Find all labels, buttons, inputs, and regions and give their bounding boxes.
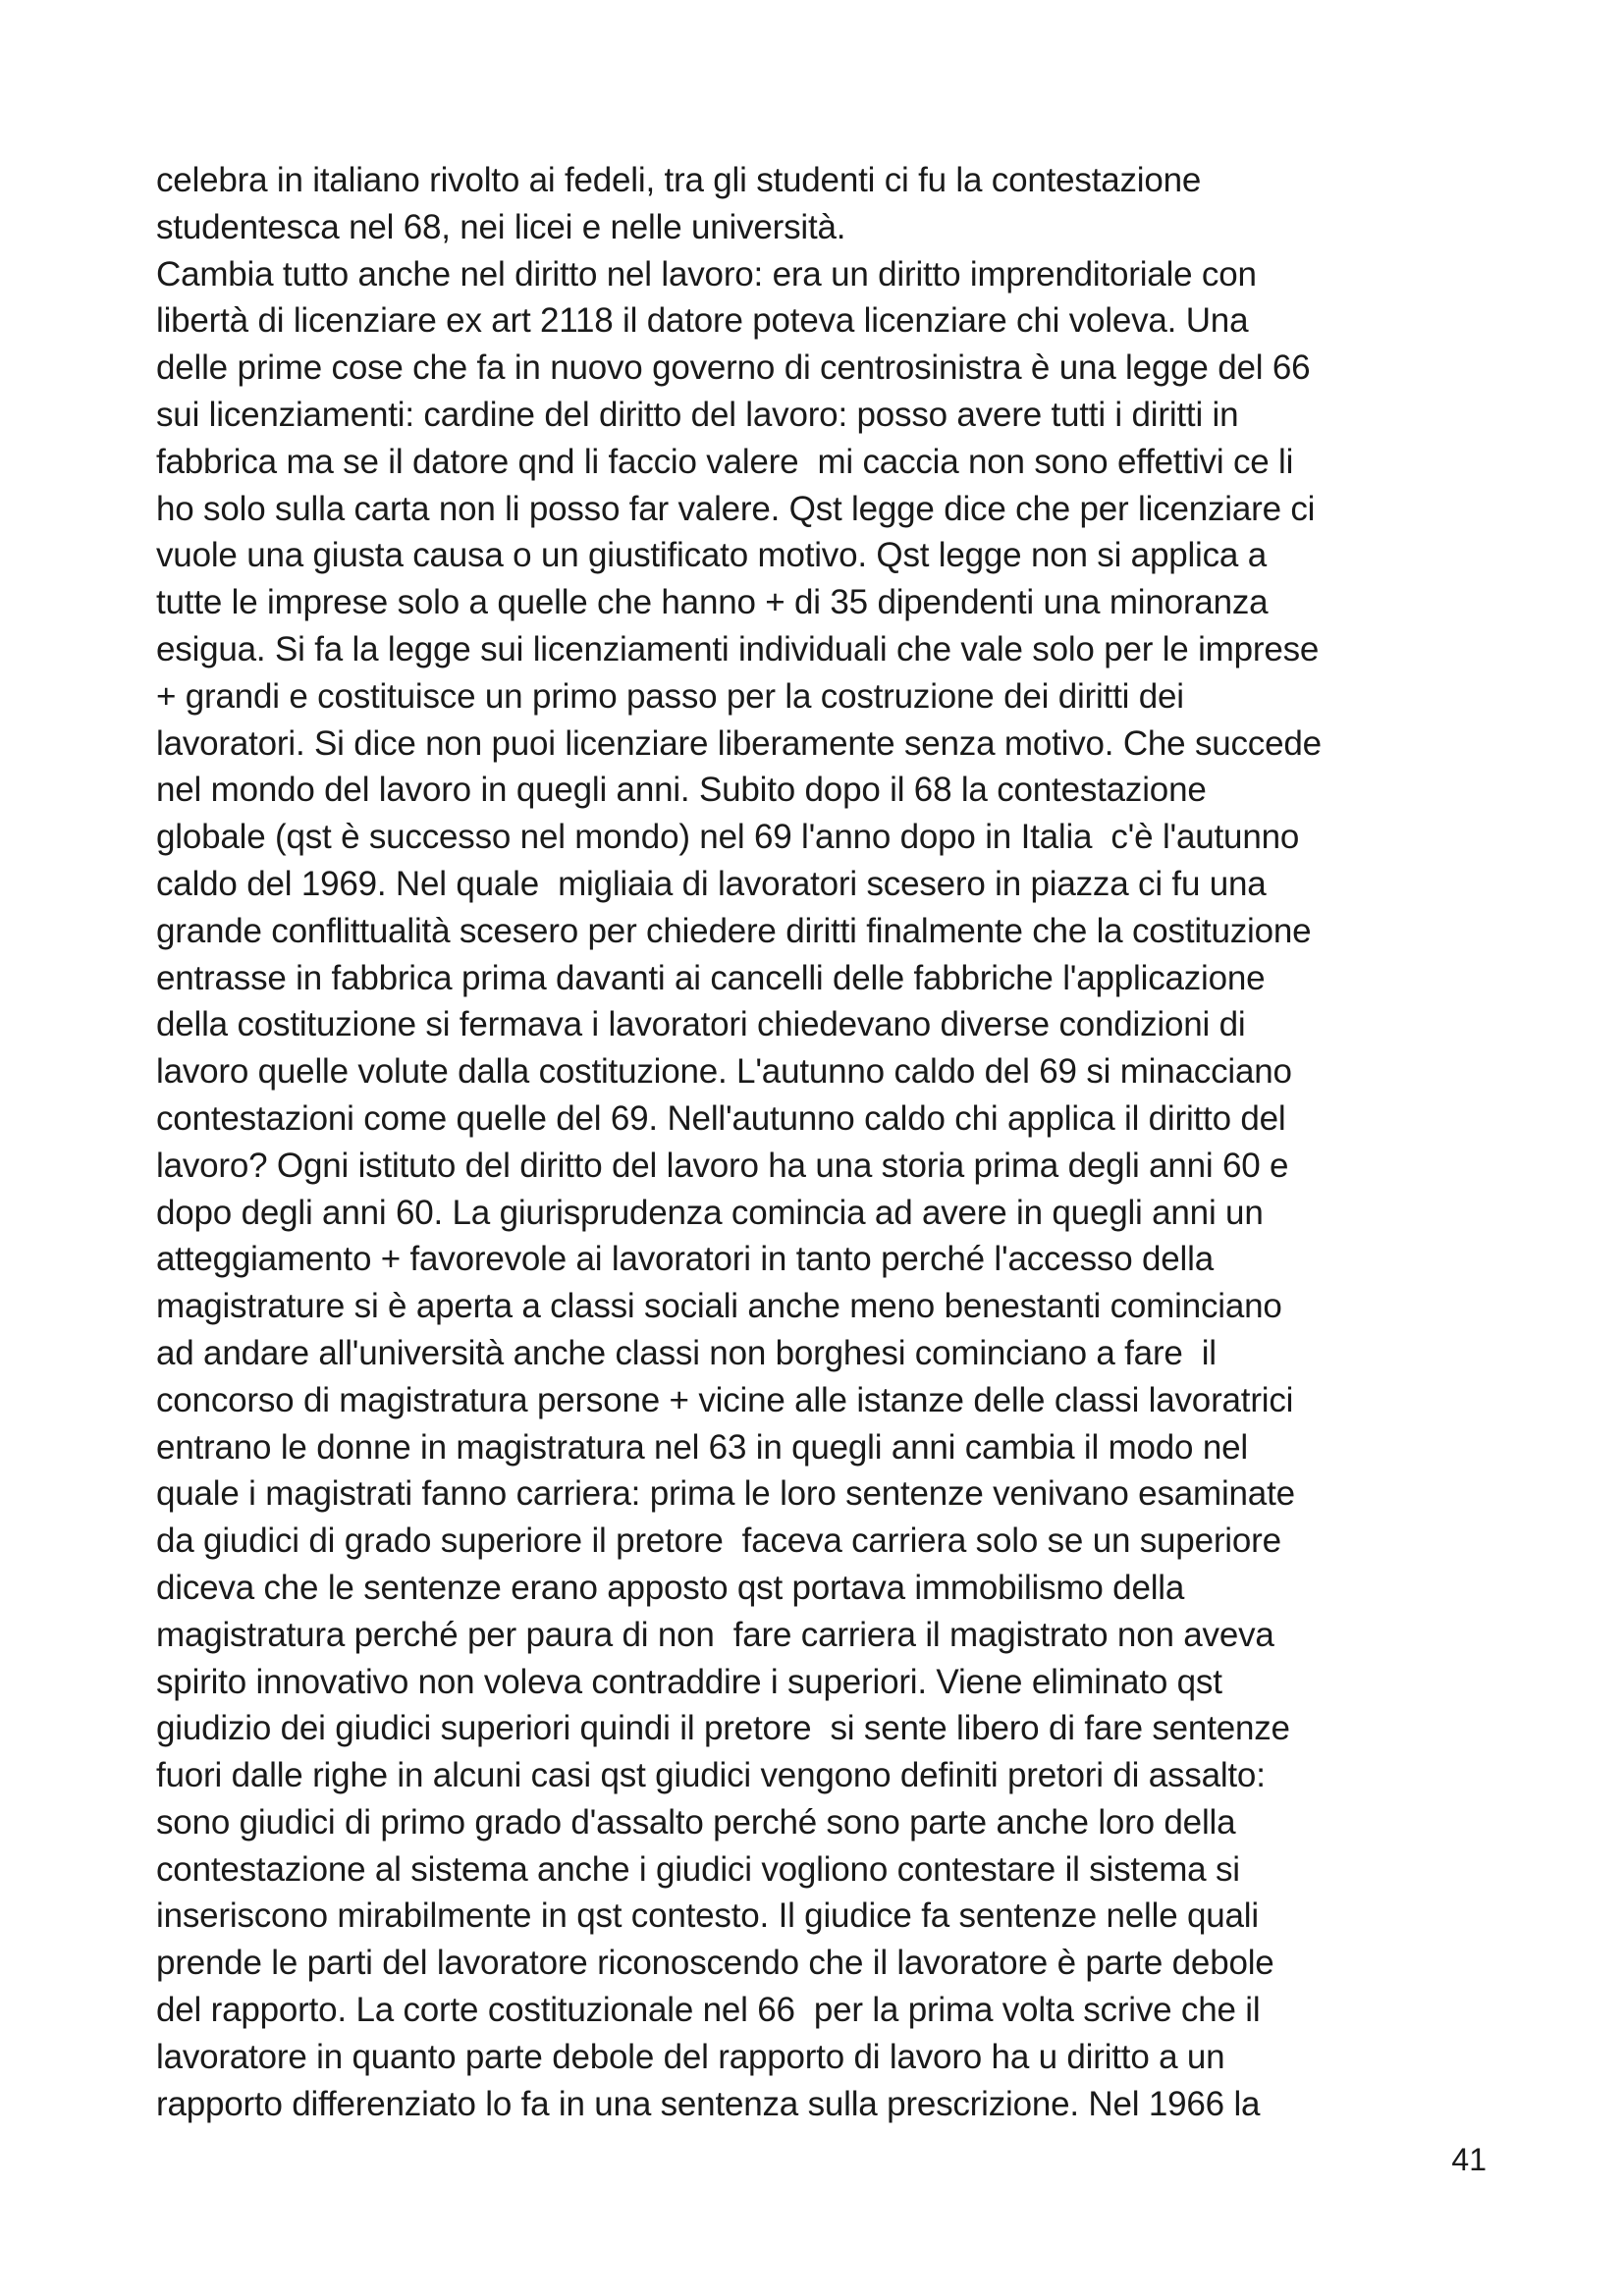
text-line: fabbrica ma se il datore qnd li faccio valere mi caccia non sono effettivi ce li (156, 442, 1294, 481)
text-line: nel mondo del lavoro in quegli anni. Subito dopo il 68 la contestazione (156, 771, 1207, 810)
text-line: diceva che le sentenze erano apposto qst portava immobilismo della (156, 1568, 1185, 1607)
text-line: libertà di licenziare ex art 2118 il datore poteva licenziare chi voleva. Una (156, 301, 1249, 341)
text-line: esigua. Si fa la legge sui licenziamenti individuali che vale solo per le imprese (156, 629, 1320, 668)
text-line: da giudici di grado superiore il pretore faceva carriera solo se un superiore (156, 1522, 1281, 1561)
text-line: entrasse in fabbrica prima davanti ai cancelli delle fabbriche l'applicazione (156, 958, 1266, 997)
text-line: caldo del 1969. Nel quale migliaia di lavoratori scesero in piazza ci fu una (156, 864, 1267, 903)
text-line: inseriscono mirabilmente in qst contesto. Il giudice fa sentenze nelle quali (156, 1896, 1259, 1936)
text-line: tutte le imprese solo a quelle che hanno + di 35 dipendenti una minoranza (156, 583, 1269, 622)
text-line: sui licenziamenti: cardine del diritto del lavoro: posso avere tutti i diritti in (156, 395, 1239, 434)
text-line: + grandi e costituisce un primo passo per la costruzione dei diritti dei (156, 676, 1184, 716)
text-line: sono giudici di primo grado d'assalto perché sono parte anche loro della (156, 1802, 1236, 1842)
text-line: del rapporto. La corte costituzionale nel 66 per la prima volta scrive che il (156, 1991, 1261, 2030)
text-line: entrano le donne in magistratura nel 63 in quegli anni cambia il modo nel (156, 1427, 1248, 1467)
text-line: giudizio dei giudici superiori quindi il pretore si sente libero di fare sentenze (156, 1709, 1290, 1748)
text-line: spirito innovativo non voleva contraddire i superiori. Viene eliminato qst (156, 1662, 1222, 1701)
text-line: lavoratori. Si dice non puoi licenziare liberamente senza motivo. Che succede (156, 723, 1322, 763)
text-line: contestazioni come quelle del 69. Nell'autunno caldo chi applica il diritto del (156, 1098, 1286, 1138)
text-line: magistrature si è aperta a classi sociali anche meno benestanti cominciano (156, 1287, 1282, 1326)
text-line: della costituzione si fermava i lavoratori chiedevano diverse condizioni di (156, 1005, 1246, 1044)
text-line: rapporto differenziato lo fa in una sentenza sulla prescrizione. Nel 1966 la (156, 2084, 1261, 2123)
text-line: dopo degli anni 60. La giurisprudenza comincia ad avere in quegli anni un (156, 1193, 1264, 1232)
text-line: fuori dalle righe in alcuni casi qst giudici vengono definiti pretori di assalto: (156, 1756, 1266, 1795)
text-line: lavoro quelle volute dalla costituzione. L'autunno caldo del 69 si minacciano (156, 1052, 1292, 1092)
page-number: 41 (1451, 2142, 1487, 2177)
text-line: grande conflittualità scesero per chiedere diritti finalmente che la costituzione (156, 911, 1312, 950)
text-line: lavoro? Ogni istituto del diritto del lavoro ha una storia prima degli anni 60 e (156, 1146, 1289, 1185)
text-line: globale (qst è successo nel mondo) nel 69 l'anno dopo in Italia c'è l'autunno (156, 818, 1300, 857)
text-line: Cambia tutto anche nel diritto nel lavoro: era un diritto imprenditoriale con (156, 254, 1257, 294)
text-line: concorso di magistratura persone + vicine alle istanze delle classi lavoratrici (156, 1380, 1294, 1419)
text-line: ho solo sulla carta non li posso far valere. Qst legge dice che per licenziare ci (156, 489, 1316, 528)
text-line: quale i magistrati fanno carriera: prima le loro sentenze venivano esaminate (156, 1474, 1295, 1514)
text-line: atteggiamento + favorevole ai lavoratori in tanto perché l'accesso della (156, 1240, 1214, 1279)
text-line: ad andare all'università anche classi non borghesi cominciano a fare il (156, 1333, 1217, 1372)
text-line: prende le parti del lavoratore riconoscendo che il lavoratore è parte debole (156, 1944, 1274, 1983)
text-line: delle prime cose che fa in nuovo governo di centrosinistra è una legge del 66 (156, 348, 1311, 388)
text-line: magistratura perché per paura di non fare carriera il magistrato non aveva (156, 1615, 1274, 1654)
body-text (156, 157, 1491, 2127)
text-line: lavoratore in quanto parte debole del rapporto di lavoro ha u diritto a un (156, 2037, 1225, 2076)
text-line: studentesca nel 68, nei licei e nelle università. (156, 207, 846, 246)
text-line: contestazione al sistema anche i giudici vogliono contestare il sistema si (156, 1849, 1240, 1889)
text-line: vuole una giusta causa o un giustificato motivo. Qst legge non si applica a (156, 536, 1267, 575)
text-line: celebra in italiano rivolto ai fedeli, tra gli studenti ci fu la contestazione (156, 161, 1202, 199)
